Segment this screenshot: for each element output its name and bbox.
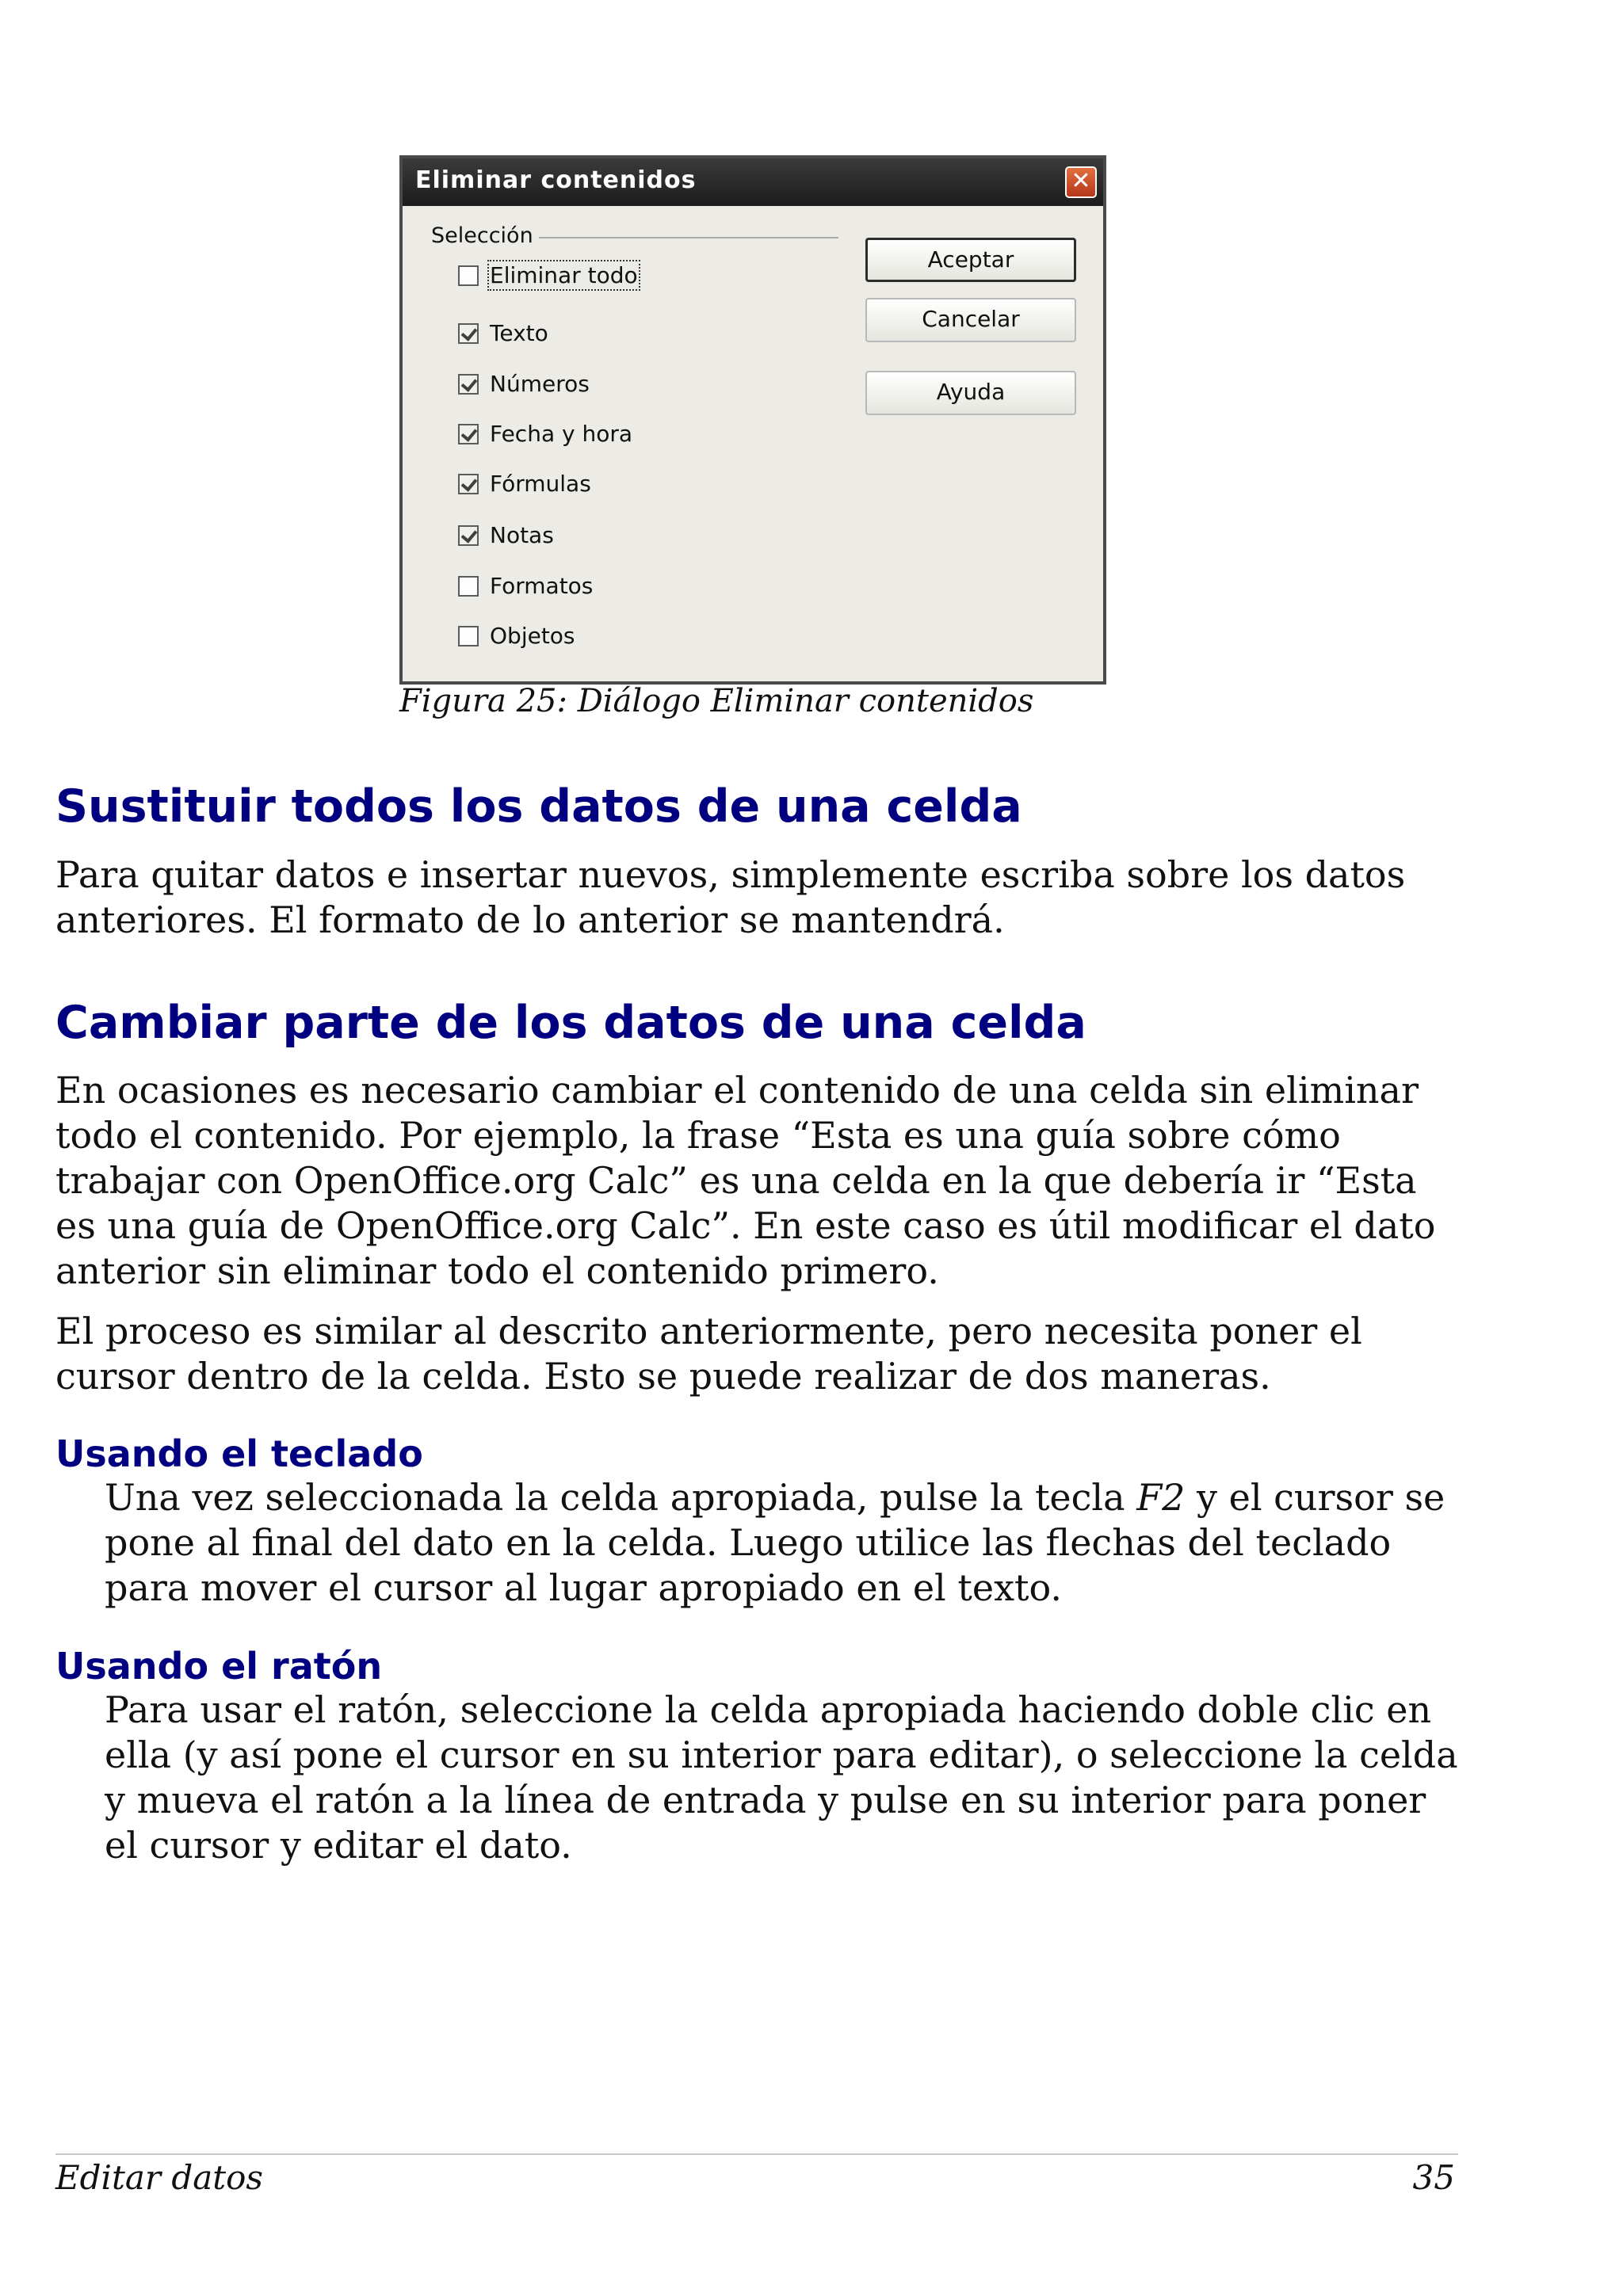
checkbox-box[interactable] xyxy=(458,323,479,344)
figure-caption: Figura 25: Diálogo Eliminar contenidos xyxy=(399,683,1034,719)
checkbox-label: Números xyxy=(490,371,590,397)
group-divider xyxy=(539,237,838,238)
page-number: 35 xyxy=(1412,2158,1455,2197)
checkbox-box[interactable] xyxy=(458,424,479,444)
keyboard-text-after: y el cursor se pone al final del dato en la celda. Luego utilice las flechas del teclado para mover el cursor al lugar apropiado en el texto. xyxy=(105,1476,1445,1609)
paragraph-keyboard xyxy=(105,1475,1468,1611)
checkbox-box[interactable] xyxy=(458,265,479,286)
key-f2: F2 xyxy=(1136,1476,1186,1519)
footer-section-title: Editar datos xyxy=(55,2158,263,2197)
keyboard-text-before: Una vez seleccionada la celda apropiada, pulse la tecla xyxy=(105,1476,1137,1519)
delete-contents-dialog xyxy=(399,155,1106,685)
checkbox-label: Objetos xyxy=(490,623,575,649)
close-icon[interactable]: ✕ xyxy=(1065,166,1097,198)
heading-replace-all: Sustituir todos los datos de una celda xyxy=(55,780,1022,833)
checkbox-label: Eliminar todo xyxy=(490,262,638,288)
heading-change-part: Cambiar parte de los datos de una celda xyxy=(55,997,1086,1049)
checkbox-box[interactable] xyxy=(458,626,479,646)
dialog-title: Eliminar contenidos xyxy=(415,166,697,194)
heading-keyboard: Usando el teclado xyxy=(55,1432,423,1475)
paragraph-mouse: Para usar el ratón, seleccione la celda apropiada haciendo doble clic en ella (y así pone el cursor en su interior para editar), o seleccione la celda y mueva el ratón a la línea de entrada y pulse en su interior para poner el cursor y editar el dato. xyxy=(105,1688,1458,1867)
checkbox-label: Notas xyxy=(490,522,554,548)
checkbox-box[interactable] xyxy=(458,374,479,395)
checkbox-label: Fecha y hora xyxy=(490,421,633,447)
footer-divider xyxy=(55,2153,1458,2155)
dialog-titlebar xyxy=(403,158,1103,206)
checkbox-label: Texto xyxy=(490,320,548,346)
checkbox-label: Fórmulas xyxy=(490,471,591,497)
paragraph-change-2: El proceso es similar al descrito anteriormente, pero necesita poner el cursor dentro de la celda. Esto se puede realizar de dos maneras. xyxy=(55,1310,1362,1398)
paragraph-change-1: En ocasiones es necesario cambiar el contenido de una celda sin eliminar todo el contenido. Por ejemplo, la frase “Esta es una guía sobre cómo trabajar con OpenOffice.org Calc” es una celda en la que debería ir “Esta es una guía de OpenOffice.org Calc”. En este caso es útil modificar el dato anterior sin eliminar todo el contenido primero. xyxy=(55,1069,1436,1292)
cancel-button[interactable]: Cancelar xyxy=(865,298,1076,342)
heading-mouse: Usando el ratón xyxy=(55,1645,383,1688)
paragraph-replace: Para quitar datos e insertar nuevos, simplemente escriba sobre los datos anteriores. El formato de lo anterior se mantendrá. xyxy=(55,853,1406,941)
ok-button[interactable]: Aceptar xyxy=(865,238,1076,282)
selection-group-label: Selección xyxy=(431,223,533,248)
checkbox-box[interactable] xyxy=(458,525,479,546)
help-button[interactable]: Ayuda xyxy=(865,371,1076,415)
checkbox-box[interactable] xyxy=(458,474,479,494)
checkbox-box[interactable] xyxy=(458,576,479,597)
checkbox-label: Formatos xyxy=(490,573,594,599)
